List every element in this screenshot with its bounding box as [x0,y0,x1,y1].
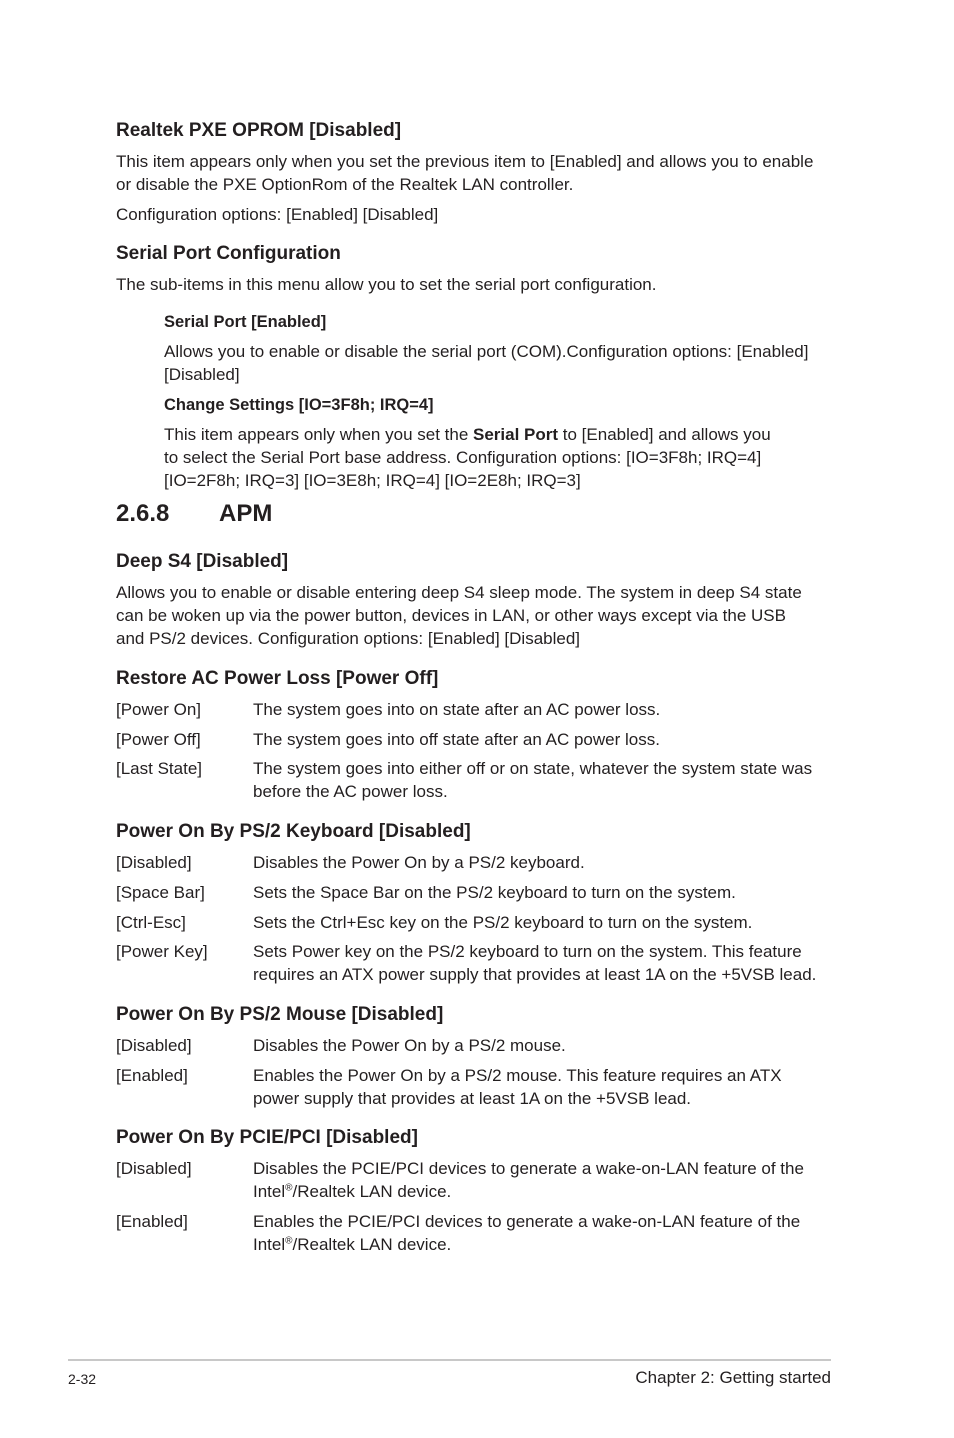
page-number: 2-32 [68,1371,97,1387]
change-settings-heading: Change Settings [IO=3F8h; IRQ=4] [164,396,434,414]
option-desc [253,1233,451,1257]
change-settings-line-2: to select the Serial Port base address. Configuration options: [IO=3F8h; IRQ=4] [164,448,762,467]
serial-port-desc-line-1: Allows you to enable or disable the serial port (COM).Configuration options: [Enabled] [164,342,809,361]
serial-desc: The sub-items in this menu allow you to set the serial port configuration. [116,275,657,294]
change-settings-line-1 [164,423,771,447]
deep-s4-line-2: can be woken up via the power button, devices in LAN, or other ways except via the USB [116,606,786,625]
registered-mark: ® [285,1235,293,1247]
option-desc: power supply that provides at least 1A on the +5VSB lead. [253,1089,692,1108]
pxe-heading: Realtek PXE OPROM [Disabled] [116,120,402,141]
option-term: [Disabled] [116,853,192,872]
serial-port-term: Serial Port [473,425,559,444]
option-desc: Disables the Power On by a PS/2 keyboard. [253,853,585,872]
option-term: [Power Key] [116,942,208,961]
option-term: [Disabled] [116,1036,192,1055]
option-desc: The system goes into off state after an AC power loss. [253,730,660,749]
option-desc-text: /Realtek LAN device. [292,1182,452,1201]
ps2-keyboard-heading: Power On By PS/2 Keyboard [Disabled] [116,821,471,842]
deep-s4-line-3: and PS/2 devices. Configuration options: [Enabled] [Disabled] [116,629,581,648]
option-desc-text: Intel [253,1235,286,1254]
footer-rule [68,1359,831,1361]
option-desc: The system goes into on state after an AC power loss. [253,700,661,719]
section-number: 2.6.8 [116,500,170,527]
option-desc-text: Intel [253,1182,286,1201]
option-desc: Enables the PCIE/PCI devices to generate a wake-on-LAN feature of the [253,1212,801,1231]
option-desc: Sets Power key on the PS/2 keyboard to turn on the system. This feature [253,942,802,961]
option-term: [Disabled] [116,1159,192,1178]
option-desc: before the AC power loss. [253,782,448,801]
pxe-options: Configuration options: [Enabled] [Disabled] [116,205,439,224]
option-desc: Disables the PCIE/PCI devices to generate a wake-on-LAN feature of the [253,1159,804,1178]
pxe-desc-line-2: or disable the PXE OptionRom of the Realtek LAN controller. [116,175,574,194]
option-desc [253,1180,451,1204]
deep-s4-line-1: Allows you to enable or disable entering deep S4 sleep mode. The system in deep S4 state [116,583,802,602]
section-title: APM [219,500,273,527]
change-settings-line-3: [IO=2F8h; IRQ=3] [IO=3E8h; IRQ=4] [IO=2E8h; IRQ=3] [164,471,581,490]
pxe-desc-line-1: This item appears only when you set the previous item to [Enabled] and allows you to enable [116,152,814,171]
serial-heading: Serial Port Configuration [116,243,341,264]
deep-s4-heading: Deep S4 [Disabled] [116,551,289,572]
restore-ac-heading: Restore AC Power Loss [Power Off] [116,668,439,689]
option-desc: Disables the Power On by a PS/2 mouse. [253,1036,566,1055]
option-term: [Enabled] [116,1212,188,1231]
serial-port-heading: Serial Port [Enabled] [164,313,327,331]
option-term: [Enabled] [116,1066,188,1085]
option-term: [Last State] [116,759,202,778]
option-term: [Space Bar] [116,883,205,902]
option-desc: Enables the Power On by a PS/2 mouse. This feature requires an ATX [253,1066,782,1085]
option-term: [Power On] [116,700,202,719]
ps2-mouse-heading: Power On By PS/2 Mouse [Disabled] [116,1004,444,1025]
option-desc: Sets the Ctrl+Esc key on the PS/2 keyboard to turn on the system. [253,913,753,932]
change-settings-text: This item appears only when you set the [164,425,473,444]
registered-mark: ® [285,1182,293,1194]
option-desc-text: /Realtek LAN device. [292,1235,452,1254]
option-desc: Sets the Space Bar on the PS/2 keyboard to turn on the system. [253,883,736,902]
change-settings-text: to [Enabled] and allows you [558,425,771,444]
option-term: [Power Off] [116,730,201,749]
pcie-heading: Power On By PCIE/PCI [Disabled] [116,1127,418,1148]
option-term: [Ctrl-Esc] [116,913,186,932]
serial-port-desc-line-2: [Disabled] [164,365,240,384]
chapter-label: Chapter 2: Getting started [635,1368,831,1387]
option-desc: The system goes into either off or on state, whatever the system state was [253,759,813,778]
option-desc: requires an ATX power supply that provides at least 1A on the +5VSB lead. [253,965,817,984]
